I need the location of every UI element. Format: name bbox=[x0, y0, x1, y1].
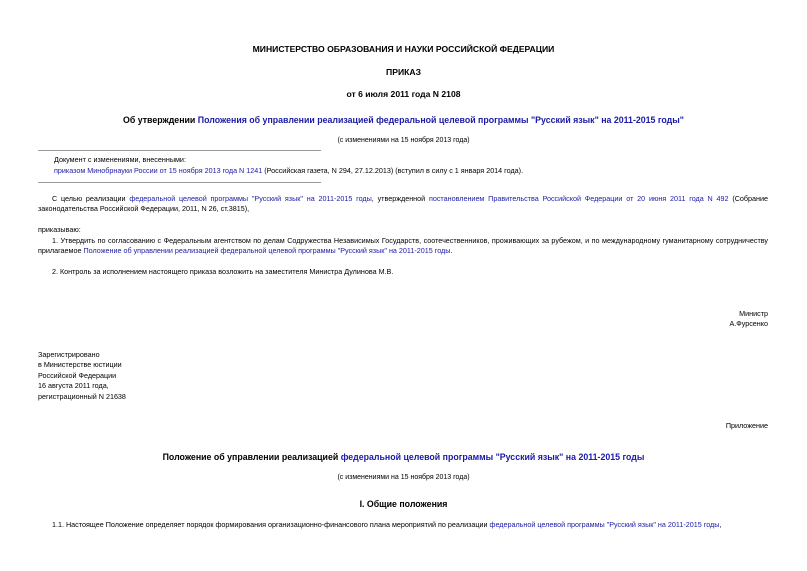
signature-name: А.Фурсенко bbox=[729, 319, 768, 329]
regulation-program-link[interactable]: федеральной целевой программы "Русский язык" на 2011-2015 годы bbox=[340, 452, 645, 462]
item-1-text: 1. Утвердить по согласованию с Федеральным агентством по делам Содружества Независимых Государств, соотечественников, проживающих за рубежом, и по международному гуманитарному сотрудничеству прилагаемое bbox=[38, 236, 768, 255]
title-prefix: Об утверждении bbox=[123, 115, 198, 125]
government-decree-link[interactable]: постановлением Правительства Российской Федерации от 20 июня 2011 года N 492 bbox=[428, 194, 729, 203]
changes-line2 bbox=[54, 166, 523, 176]
order-word: приказываю: bbox=[38, 225, 81, 234]
doc-type: ПРИКАЗ bbox=[386, 67, 421, 77]
item-2-paragraph: 2. Контроль за исполнением настоящего приказа возложить на заместителя Министра Дулинова М.В. bbox=[52, 267, 394, 276]
registration-line-1: Зарегистрировано bbox=[38, 350, 100, 359]
preamble-paragraph bbox=[38, 194, 768, 213]
paragraph-1-1-text: 1.1. Настоящее Положение определяет порядок формирования организационно-финансового плана мероприятий по реализации bbox=[52, 520, 490, 529]
registration-line-2: в Министерстве юстиции bbox=[38, 360, 122, 370]
appendix-label: Приложение bbox=[725, 421, 768, 430]
changes-bottom-rule bbox=[38, 182, 321, 183]
regulation-amendment-note: (с изменениями на 15 ноября 2013 года) bbox=[337, 474, 470, 481]
section-title: I. Общие положения bbox=[359, 499, 448, 509]
changes-top-rule bbox=[38, 150, 321, 151]
document-title bbox=[0, 115, 807, 127]
changes-line1: Документ с изменениями, внесенными: bbox=[54, 155, 186, 164]
item-1-tail: . bbox=[450, 245, 453, 255]
signature-position: Министр bbox=[739, 309, 768, 318]
registration-line-4: 16 августа 2011 года, bbox=[38, 381, 109, 391]
preamble-text-3: (Собрание законодательства Российской Федерации, 2011, N 26, ст.3815), bbox=[38, 194, 768, 213]
registration-block bbox=[38, 350, 126, 402]
ministry-header: МИНИСТЕРСТВО ОБРАЗОВАНИЯ И НАУКИ РОССИЙСКОЙ ФЕДЕРАЦИИ bbox=[252, 44, 555, 54]
paragraph-1-1 bbox=[38, 520, 768, 530]
order-date-number: от 6 июля 2011 года N 2108 bbox=[346, 89, 461, 99]
regulation-link[interactable]: Положение об управлении реализацией федеральной целевой программы "Русский язык" на 2011-2015 годы bbox=[83, 245, 451, 255]
paragraph-1-1-tail: , bbox=[719, 520, 722, 529]
paragraph-1-1-link[interactable]: федеральной целевой программы "Русский язык" на 2011-2015 годы bbox=[489, 520, 720, 529]
registration-line-5: регистрационный N 21638 bbox=[38, 391, 126, 401]
preamble-text-1: С целью реализации bbox=[52, 194, 130, 203]
item-1-paragraph bbox=[38, 236, 768, 255]
title-amendment-note: (с изменениями на 15 ноября 2013 года) bbox=[337, 137, 470, 144]
title-regulation-link[interactable]: Положения об управлении реализацией федеральной целевой программы "Русский язык" на 2011-2015 годы" bbox=[197, 115, 684, 125]
registration-line-3: Российской Федерации bbox=[38, 370, 117, 380]
regulation-title bbox=[0, 452, 807, 464]
preamble-text-2: , утвержденной bbox=[371, 194, 429, 203]
program-link[interactable]: федеральной целевой программы "Русский язык" на 2011-2015 годы bbox=[129, 194, 372, 203]
regulation-title-prefix: Положение об управлении реализацией bbox=[162, 452, 341, 462]
changes-rest: (Российская газета, N 294, 27.12.2013) (вступил в силу с 1 января 2014 года). bbox=[262, 166, 524, 175]
signature-block bbox=[729, 309, 768, 330]
changes-order-link[interactable]: приказом Минобрнауки России от 15 ноября 2013 года N 1241 bbox=[54, 166, 263, 175]
